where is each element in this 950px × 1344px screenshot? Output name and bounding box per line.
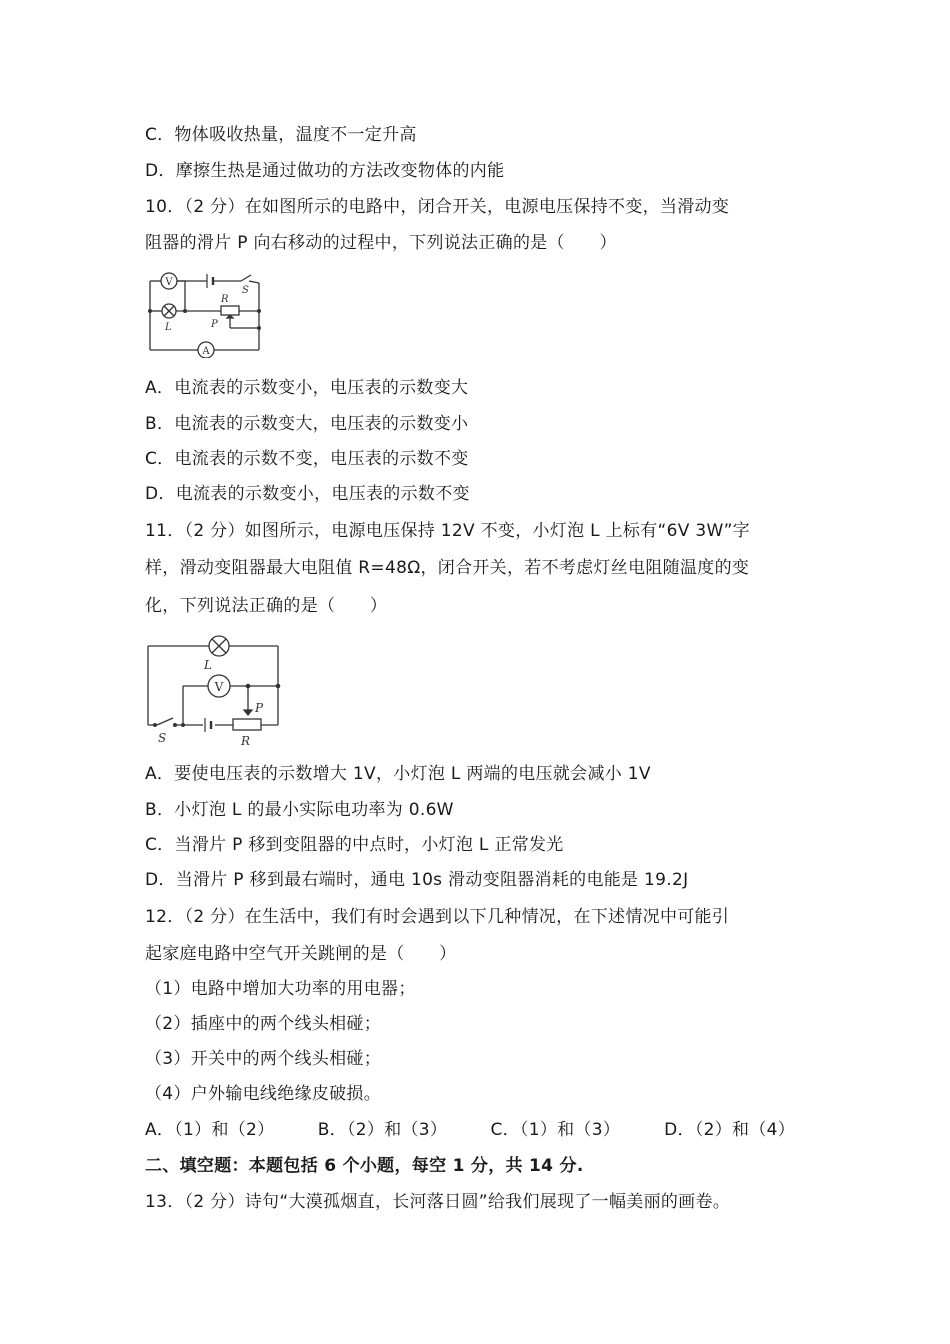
q12-options-row: [145, 1118, 795, 1142]
q11-stem-line1: 11．（2 分）如图所示，电源电压保持 12V 不变，小灯泡 L 上标有“6V 3W”字: [145, 521, 750, 541]
q9-option-d: D．摩擦生热是通过做功的方法改变物体的内能: [145, 161, 505, 181]
q12-item-3: （3）开关中的两个线头相碰；: [145, 1049, 382, 1069]
q10-fig-label-s: S: [242, 285, 249, 296]
q13-stem-line1: 13．（2 分）诗句“大漠孤烟直，长河落日圆”给我们展现了一幅美丽的画卷。: [145, 1192, 731, 1212]
q11-fig-label-s: S: [158, 731, 167, 745]
q11-option-c: C．当滑片 P 移到变阻器的中点时，小灯泡 L 正常发光: [145, 835, 564, 855]
q10-option-d: D．电流表的示数变小，电压表的示数不变: [145, 484, 470, 504]
q11-circuit-diagram: [143, 630, 288, 752]
q12-stem-line1: 12．（2 分）在生活中，我们有时会遇到以下几种情况，在下述情况中可能引: [145, 907, 730, 927]
q10-circuit-diagram: [145, 268, 265, 358]
q10-fig-label-r: R: [221, 294, 229, 305]
q11-fig-label-v: V: [214, 680, 224, 694]
q12-stem-line2: 起家庭电路中空气开关跳闸的是（ ）: [145, 944, 457, 964]
q11-fig-label-l: L: [204, 658, 212, 672]
q10-stem-line1: 10．（2 分）在如图所示的电路中，闭合开关，电源电压保持不变，当滑动变: [145, 197, 730, 217]
q12-option-c: C．（1）和（3）: [490, 1120, 621, 1140]
q10-option-c: C．电流表的示数不变，电压表的示数不变: [145, 449, 469, 469]
q12-option-b: B．（2）和（3）: [317, 1120, 448, 1140]
q9-option-c: C．物体吸收热量，温度不一定升高: [145, 125, 417, 145]
q12-option-d: D．（2）和（4）: [664, 1120, 796, 1140]
q11-option-b: B．小灯泡 L 的最小实际电功率为 0.6W: [145, 800, 454, 820]
q11-stem-line2: 样，滑动变阻器最大电阻值 R=48Ω，闭合开关，若不考虑灯丝电阻随温度的变: [145, 558, 750, 578]
q10-option-b: B．电流表的示数变大，电压表的示数变小: [145, 414, 469, 434]
q12-option-a: A．（1）和（2）: [145, 1120, 275, 1140]
q10-option-a: A．电流表的示数变小，电压表的示数变大: [145, 378, 469, 398]
q10-fig-label-l: L: [165, 322, 172, 333]
q10-fig-label-v: V: [165, 277, 173, 288]
q12-item-1: （1）电路中增加大功率的用电器；: [145, 979, 416, 999]
q11-fig-label-r: R: [241, 734, 251, 748]
q10-fig-label-a: A: [202, 346, 210, 357]
q12-item-4: （4）户外输电线绝缘皮破损。: [145, 1084, 382, 1104]
q11-fig-label-p: P: [255, 701, 264, 715]
q11-option-a: A．要使电压表的示数增大 1V，小灯泡 L 两端的电压就会减小 1V: [145, 764, 651, 784]
q10-fig-label-p: P: [211, 319, 218, 330]
q11-option-d: D．当滑片 P 移到最右端时，通电 10s 滑动变阻器消耗的电能是 19.2J: [145, 870, 689, 890]
q11-stem-line3: 化，下列说法正确的是（ ）: [145, 596, 388, 616]
q10-stem-line2: 阻器的滑片 P 向右移动的过程中，下列说法正确的是（ ）: [145, 233, 617, 253]
q12-item-2: （2）插座中的两个线头相碰；: [145, 1014, 382, 1034]
section2-heading: 二、填空题：本题包括 6 个小题，每空 1 分，共 14 分.: [145, 1156, 584, 1176]
